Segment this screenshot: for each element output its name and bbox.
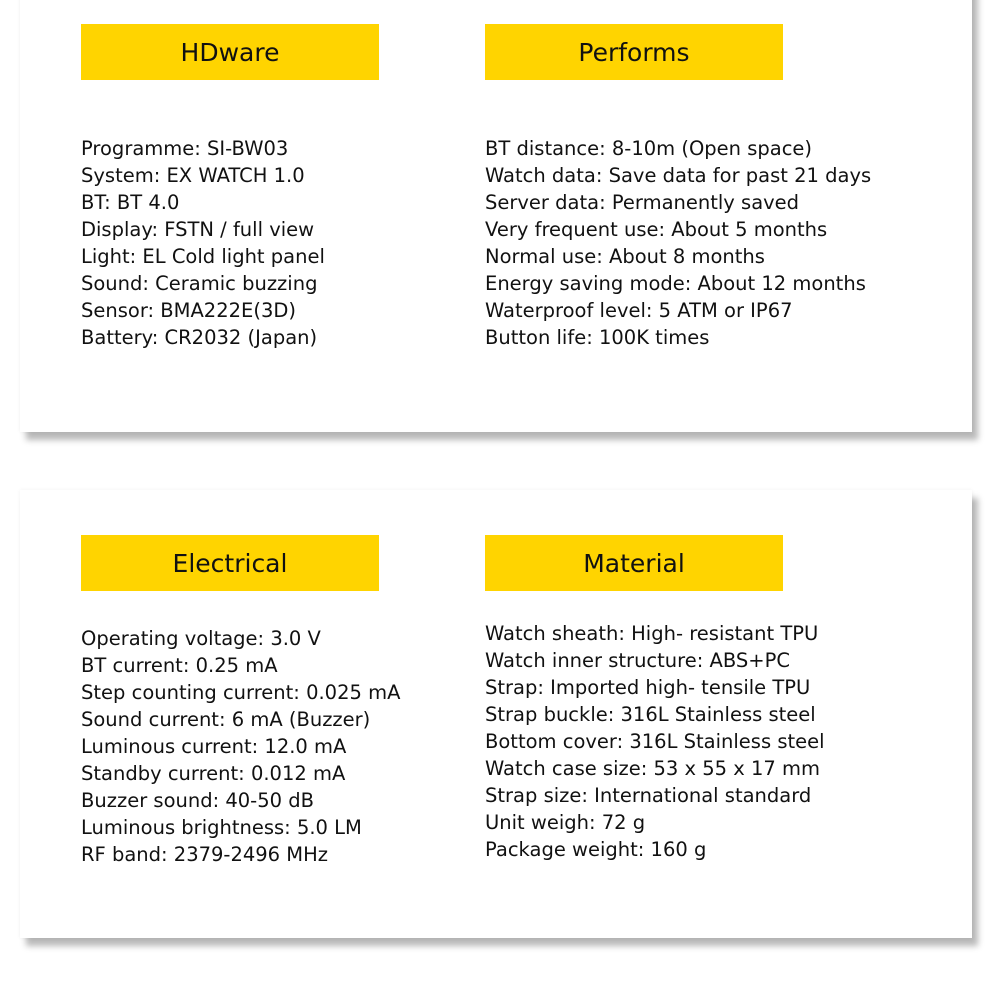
- electrical-list: [81, 625, 501, 868]
- spec-item: Bottom cover: 316L Stainless steel: [485, 730, 825, 753]
- material-list: [485, 620, 905, 863]
- material-header: Material: [485, 535, 783, 591]
- spec-item: Step counting current: 0.025 mA: [81, 681, 401, 704]
- spec-item: RF band: 2379-2496 MHz: [81, 843, 329, 866]
- spec-item: Strap size: International standard: [485, 784, 812, 807]
- spec-item: Strap buckle: 316L Stainless steel: [485, 703, 816, 726]
- spec-item: BT: BT 4.0: [81, 191, 180, 214]
- spec-item: Normal use: About 8 months: [485, 245, 765, 268]
- material-section: [485, 535, 905, 863]
- spec-item: Unit weigh: 72 g: [485, 811, 646, 834]
- spec-item: Energy saving mode: About 12 months: [485, 272, 866, 295]
- spec-item: Watch case size: 53 x 55 x 17 mm: [485, 757, 821, 780]
- spec-item: Strap: Imported high- tensile TPU: [485, 676, 811, 699]
- spec-item: Watch inner structure: ABS+PC: [485, 649, 790, 672]
- spec-item: Standby current: 0.012 mA: [81, 762, 346, 785]
- electrical-section: [81, 535, 501, 868]
- hdware-header: HDware: [81, 24, 379, 80]
- hdware-section: [81, 24, 501, 351]
- spec-item: Light: EL Cold light panel: [81, 245, 325, 268]
- spec-item: Sound current: 6 mA (Buzzer): [81, 708, 371, 731]
- spec-item: Display: FSTN / full view: [81, 218, 315, 241]
- spec-item: Very frequent use: About 5 months: [485, 218, 828, 241]
- electrical-header: Electrical: [81, 535, 379, 591]
- spec-item: Luminous current: 12.0 mA: [81, 735, 347, 758]
- spec-item: Watch sheath: High- resistant TPU: [485, 622, 819, 645]
- spec-item: System: EX WATCH 1.0: [81, 164, 305, 187]
- performs-header: Performs: [485, 24, 783, 80]
- spec-item: Sound: Ceramic buzzing: [81, 272, 318, 295]
- spec-item: Programme: SI-BW03: [81, 137, 289, 160]
- spec-item: Luminous brightness: 5.0 LM: [81, 816, 362, 839]
- spec-card-top: [20, 0, 972, 432]
- spec-item: Button life: 100K times: [485, 326, 710, 349]
- hdware-list: [81, 135, 501, 351]
- spec-item: Operating voltage: 3.0 V: [81, 627, 321, 650]
- spec-item: BT current: 0.25 mA: [81, 654, 278, 677]
- spec-item: Package weight: 160 g: [485, 838, 707, 861]
- performs-section: [485, 24, 905, 351]
- spec-item: Watch data: Save data for past 21 days: [485, 164, 872, 187]
- spec-card-bottom: [20, 490, 972, 938]
- spec-item: Battery: CR2032 (Japan): [81, 326, 318, 349]
- spec-item: Sensor: BMA222E(3D): [81, 299, 296, 322]
- spec-item: Buzzer sound: 40-50 dB: [81, 789, 314, 812]
- performs-list: [485, 135, 905, 351]
- spec-item: Waterproof level: 5 ATM or IP67: [485, 299, 793, 322]
- spec-item: Server data: Permanently saved: [485, 191, 800, 214]
- spec-item: BT distance: 8-10m (Open space): [485, 137, 813, 160]
